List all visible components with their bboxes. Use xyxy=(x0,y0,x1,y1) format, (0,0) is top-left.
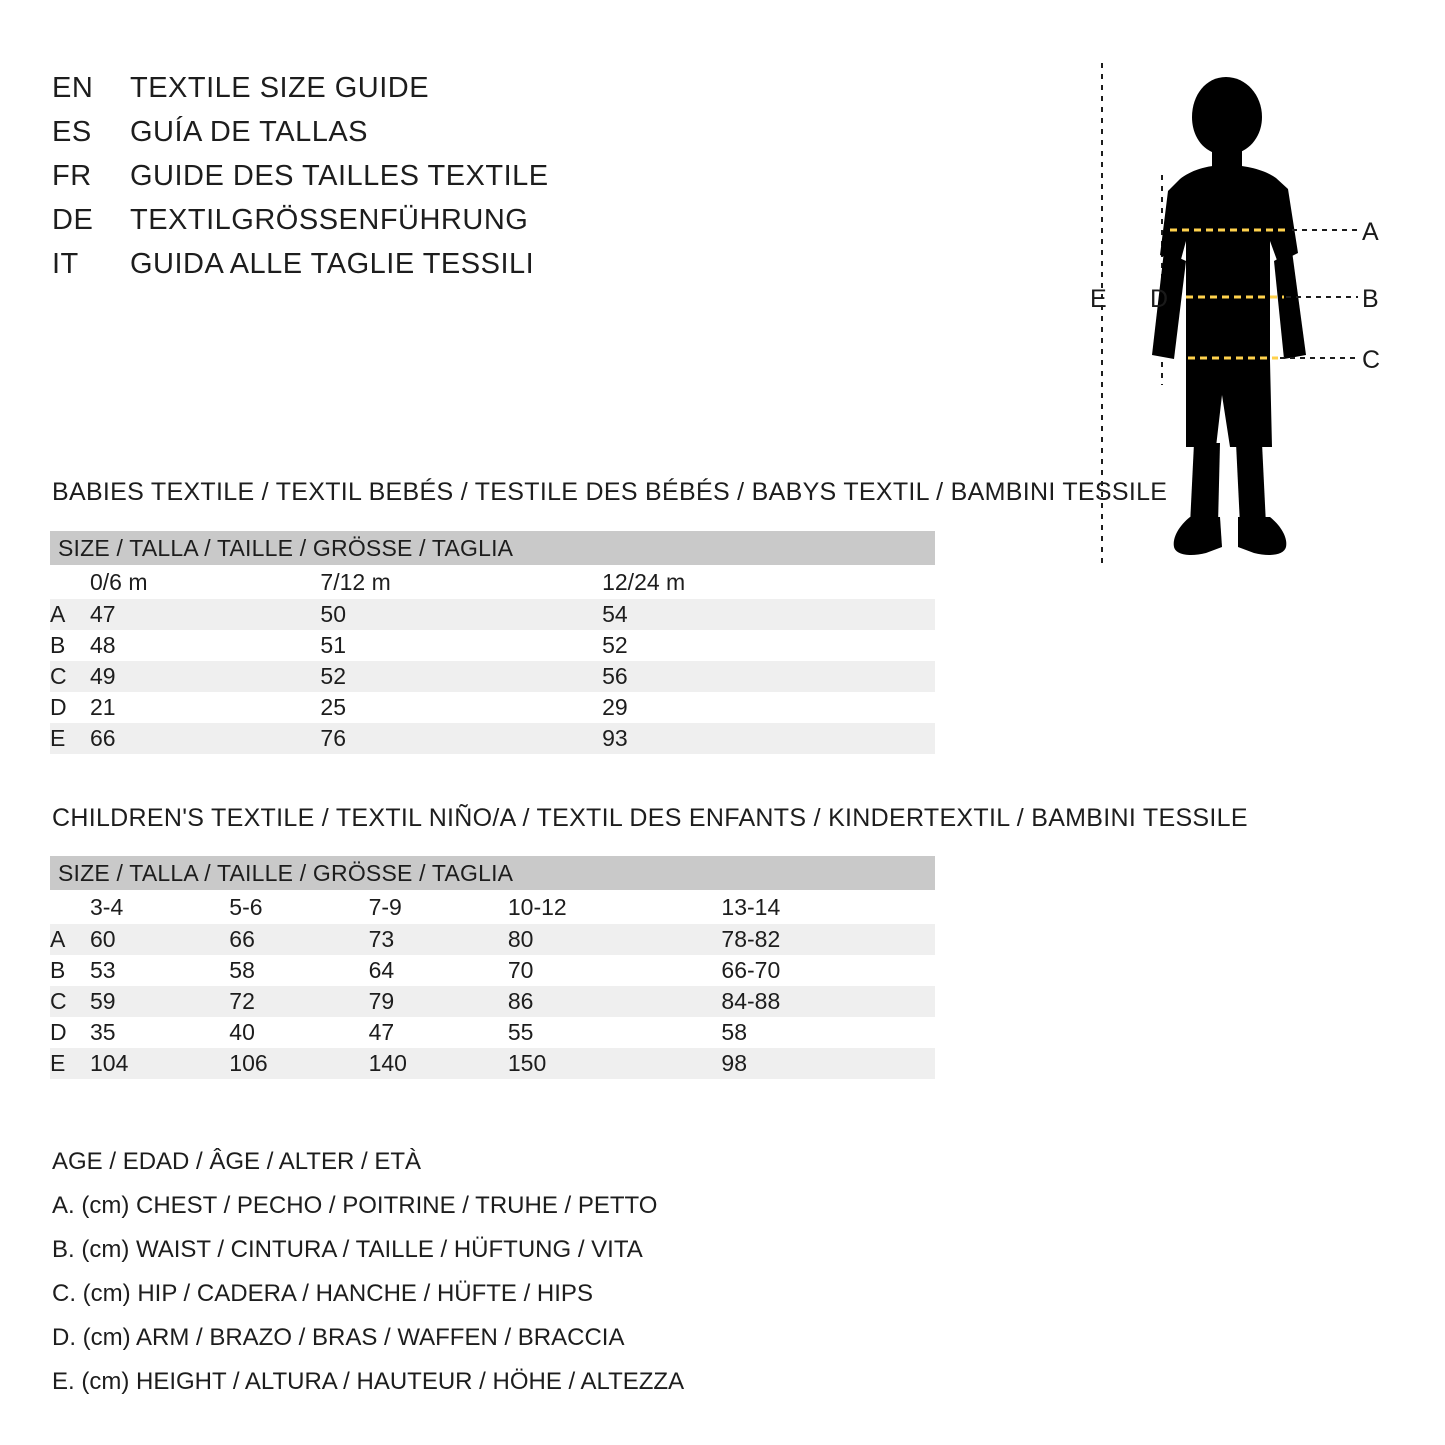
title-row-en xyxy=(52,72,812,116)
figure-label-e: E xyxy=(1090,285,1107,313)
babies-column-header-row xyxy=(50,565,935,599)
children-cell-c-3: 86 xyxy=(508,986,722,1017)
table-row xyxy=(50,924,935,955)
children-cell-b-3: 70 xyxy=(508,955,722,986)
children-row-label-b: B xyxy=(50,955,90,986)
children-col-0: 3-4 xyxy=(90,890,229,924)
children-cell-c-0: 59 xyxy=(90,986,229,1017)
title-text-es: GUÍA DE TALLAS xyxy=(130,116,369,148)
language-titles xyxy=(52,72,812,292)
table-row xyxy=(50,630,935,661)
children-cell-a-2: 73 xyxy=(369,924,508,955)
children-row-label-d: D xyxy=(50,1017,90,1048)
legend-line-chest: A. (cm) CHEST / PECHO / POITRINE / TRUHE / PETTO xyxy=(52,1192,658,1219)
babies-cell-a-1: 50 xyxy=(320,599,602,630)
language-code-fr: FR xyxy=(52,160,92,192)
children-cell-b-2: 64 xyxy=(369,955,508,986)
legend-line-age: AGE / EDAD / ÂGE / ALTER / ETÀ xyxy=(52,1148,421,1175)
spacer-cell xyxy=(50,565,90,599)
babies-cell-b-0: 48 xyxy=(90,630,320,661)
children-cell-b-4: 66-70 xyxy=(721,955,935,986)
babies-col-1: 7/12 m xyxy=(320,565,602,599)
title-row-de xyxy=(52,204,812,248)
babies-row-label-a: A xyxy=(50,599,90,630)
figure-label-b: B xyxy=(1362,285,1379,313)
legend-line-arm: D. (cm) ARM / BRAZO / BRAS / WAFFEN / BRACCIA xyxy=(52,1324,625,1351)
babies-cell-a-0: 47 xyxy=(90,599,320,630)
measurement-legend xyxy=(52,1140,684,1404)
babies-cell-d-2: 29 xyxy=(602,692,935,723)
children-cell-e-1: 106 xyxy=(229,1048,368,1079)
babies-col-2: 12/24 m xyxy=(602,565,935,599)
children-column-header-row xyxy=(50,890,935,924)
title-row-es xyxy=(52,116,812,160)
children-cell-a-4: 78-82 xyxy=(721,924,935,955)
children-cell-a-1: 66 xyxy=(229,924,368,955)
children-col-3: 10-12 xyxy=(508,890,722,924)
language-code-en: EN xyxy=(52,72,94,104)
children-col-1: 5-6 xyxy=(229,890,368,924)
children-cell-c-2: 79 xyxy=(369,986,508,1017)
table-row xyxy=(50,692,935,723)
children-section-title: CHILDREN'S TEXTILE / TEXTIL NIÑO/A / TEXTIL DES ENFANTS / KINDERTEXTIL / BAMBINI TESSILE xyxy=(52,804,1248,832)
babies-row-label-e: E xyxy=(50,723,90,754)
children-cell-c-1: 72 xyxy=(229,986,368,1017)
children-cell-d-3: 55 xyxy=(508,1017,722,1048)
children-cell-a-3: 80 xyxy=(508,924,722,955)
babies-cell-e-1: 76 xyxy=(320,723,602,754)
legend-line-waist: B. (cm) WAIST / CINTURA / TAILLE / HÜFTUNG / VITA xyxy=(52,1236,643,1263)
children-col-2: 7-9 xyxy=(369,890,508,924)
children-band-label: SIZE / TALLA / TAILLE / GRÖSSE / TAGLIA xyxy=(50,856,935,890)
babies-band-label: SIZE / TALLA / TAILLE / GRÖSSE / TAGLIA xyxy=(50,531,935,565)
table-row xyxy=(50,599,935,630)
babies-cell-d-0: 21 xyxy=(90,692,320,723)
babies-cell-d-1: 25 xyxy=(320,692,602,723)
children-cell-e-0: 104 xyxy=(90,1048,229,1079)
children-cell-d-2: 47 xyxy=(369,1017,508,1048)
babies-cell-c-2: 56 xyxy=(602,661,935,692)
children-col-4: 13-14 xyxy=(721,890,935,924)
children-cell-b-1: 58 xyxy=(229,955,368,986)
title-text-de: TEXTILGRÖSSENFÜHRUNG xyxy=(130,204,529,236)
children-cell-e-3: 150 xyxy=(508,1048,722,1079)
children-row-label-e: E xyxy=(50,1048,90,1079)
title-text-en: TEXTILE SIZE GUIDE xyxy=(130,72,430,104)
language-code-es: ES xyxy=(52,116,92,148)
babies-cell-c-0: 49 xyxy=(90,661,320,692)
table-row xyxy=(50,661,935,692)
children-row-label-a: A xyxy=(50,924,90,955)
babies-section-title: BABIES TEXTILE / TEXTIL BEBÉS / TESTILE DES BÉBÉS / BABYS TEXTIL / BAMBINI TESSILE xyxy=(52,478,1168,506)
table-row xyxy=(50,1048,935,1079)
title-row-fr xyxy=(52,160,812,204)
babies-size-table xyxy=(50,531,935,754)
figure-label-a: A xyxy=(1362,218,1379,246)
babies-cell-e-0: 66 xyxy=(90,723,320,754)
children-cell-b-0: 53 xyxy=(90,955,229,986)
babies-cell-b-2: 52 xyxy=(602,630,935,661)
children-cell-d-1: 40 xyxy=(229,1017,368,1048)
language-code-it: IT xyxy=(52,248,79,280)
children-size-table xyxy=(50,856,935,1079)
table-row xyxy=(50,986,935,1017)
legend-line-height: E. (cm) HEIGHT / ALTURA / HAUTEUR / HÖHE / ALTEZZA xyxy=(52,1368,685,1395)
spacer-cell xyxy=(50,890,90,924)
babies-row-label-c: C xyxy=(50,661,90,692)
language-code-de: DE xyxy=(52,204,94,236)
figure-label-d: D xyxy=(1150,285,1169,313)
children-cell-e-4: 98 xyxy=(721,1048,935,1079)
figure-label-c: C xyxy=(1362,346,1381,374)
title-row-it xyxy=(52,248,812,292)
babies-row-label-d: D xyxy=(50,692,90,723)
babies-cell-c-1: 52 xyxy=(320,661,602,692)
children-cell-e-2: 140 xyxy=(369,1048,508,1079)
children-row-label-c: C xyxy=(50,986,90,1017)
children-cell-c-4: 84-88 xyxy=(721,986,935,1017)
babies-cell-a-2: 54 xyxy=(602,599,935,630)
babies-row-label-b: B xyxy=(50,630,90,661)
babies-cell-b-1: 51 xyxy=(320,630,602,661)
children-cell-a-0: 60 xyxy=(90,924,229,955)
title-text-it: GUIDA ALLE TAGLIE TESSILI xyxy=(130,248,535,280)
children-cell-d-0: 35 xyxy=(90,1017,229,1048)
table-row xyxy=(50,955,935,986)
babies-col-0: 0/6 m xyxy=(90,565,320,599)
legend-line-hip: C. (cm) HIP / CADERA / HANCHE / HÜFTE / HIPS xyxy=(52,1280,593,1307)
table-band-row xyxy=(50,856,935,890)
table-band-row xyxy=(50,531,935,565)
children-cell-d-4: 58 xyxy=(721,1017,935,1048)
title-text-fr: GUIDE DES TAILLES TEXTILE xyxy=(130,160,549,192)
table-row xyxy=(50,1017,935,1048)
table-row xyxy=(50,723,935,754)
babies-cell-e-2: 93 xyxy=(602,723,935,754)
